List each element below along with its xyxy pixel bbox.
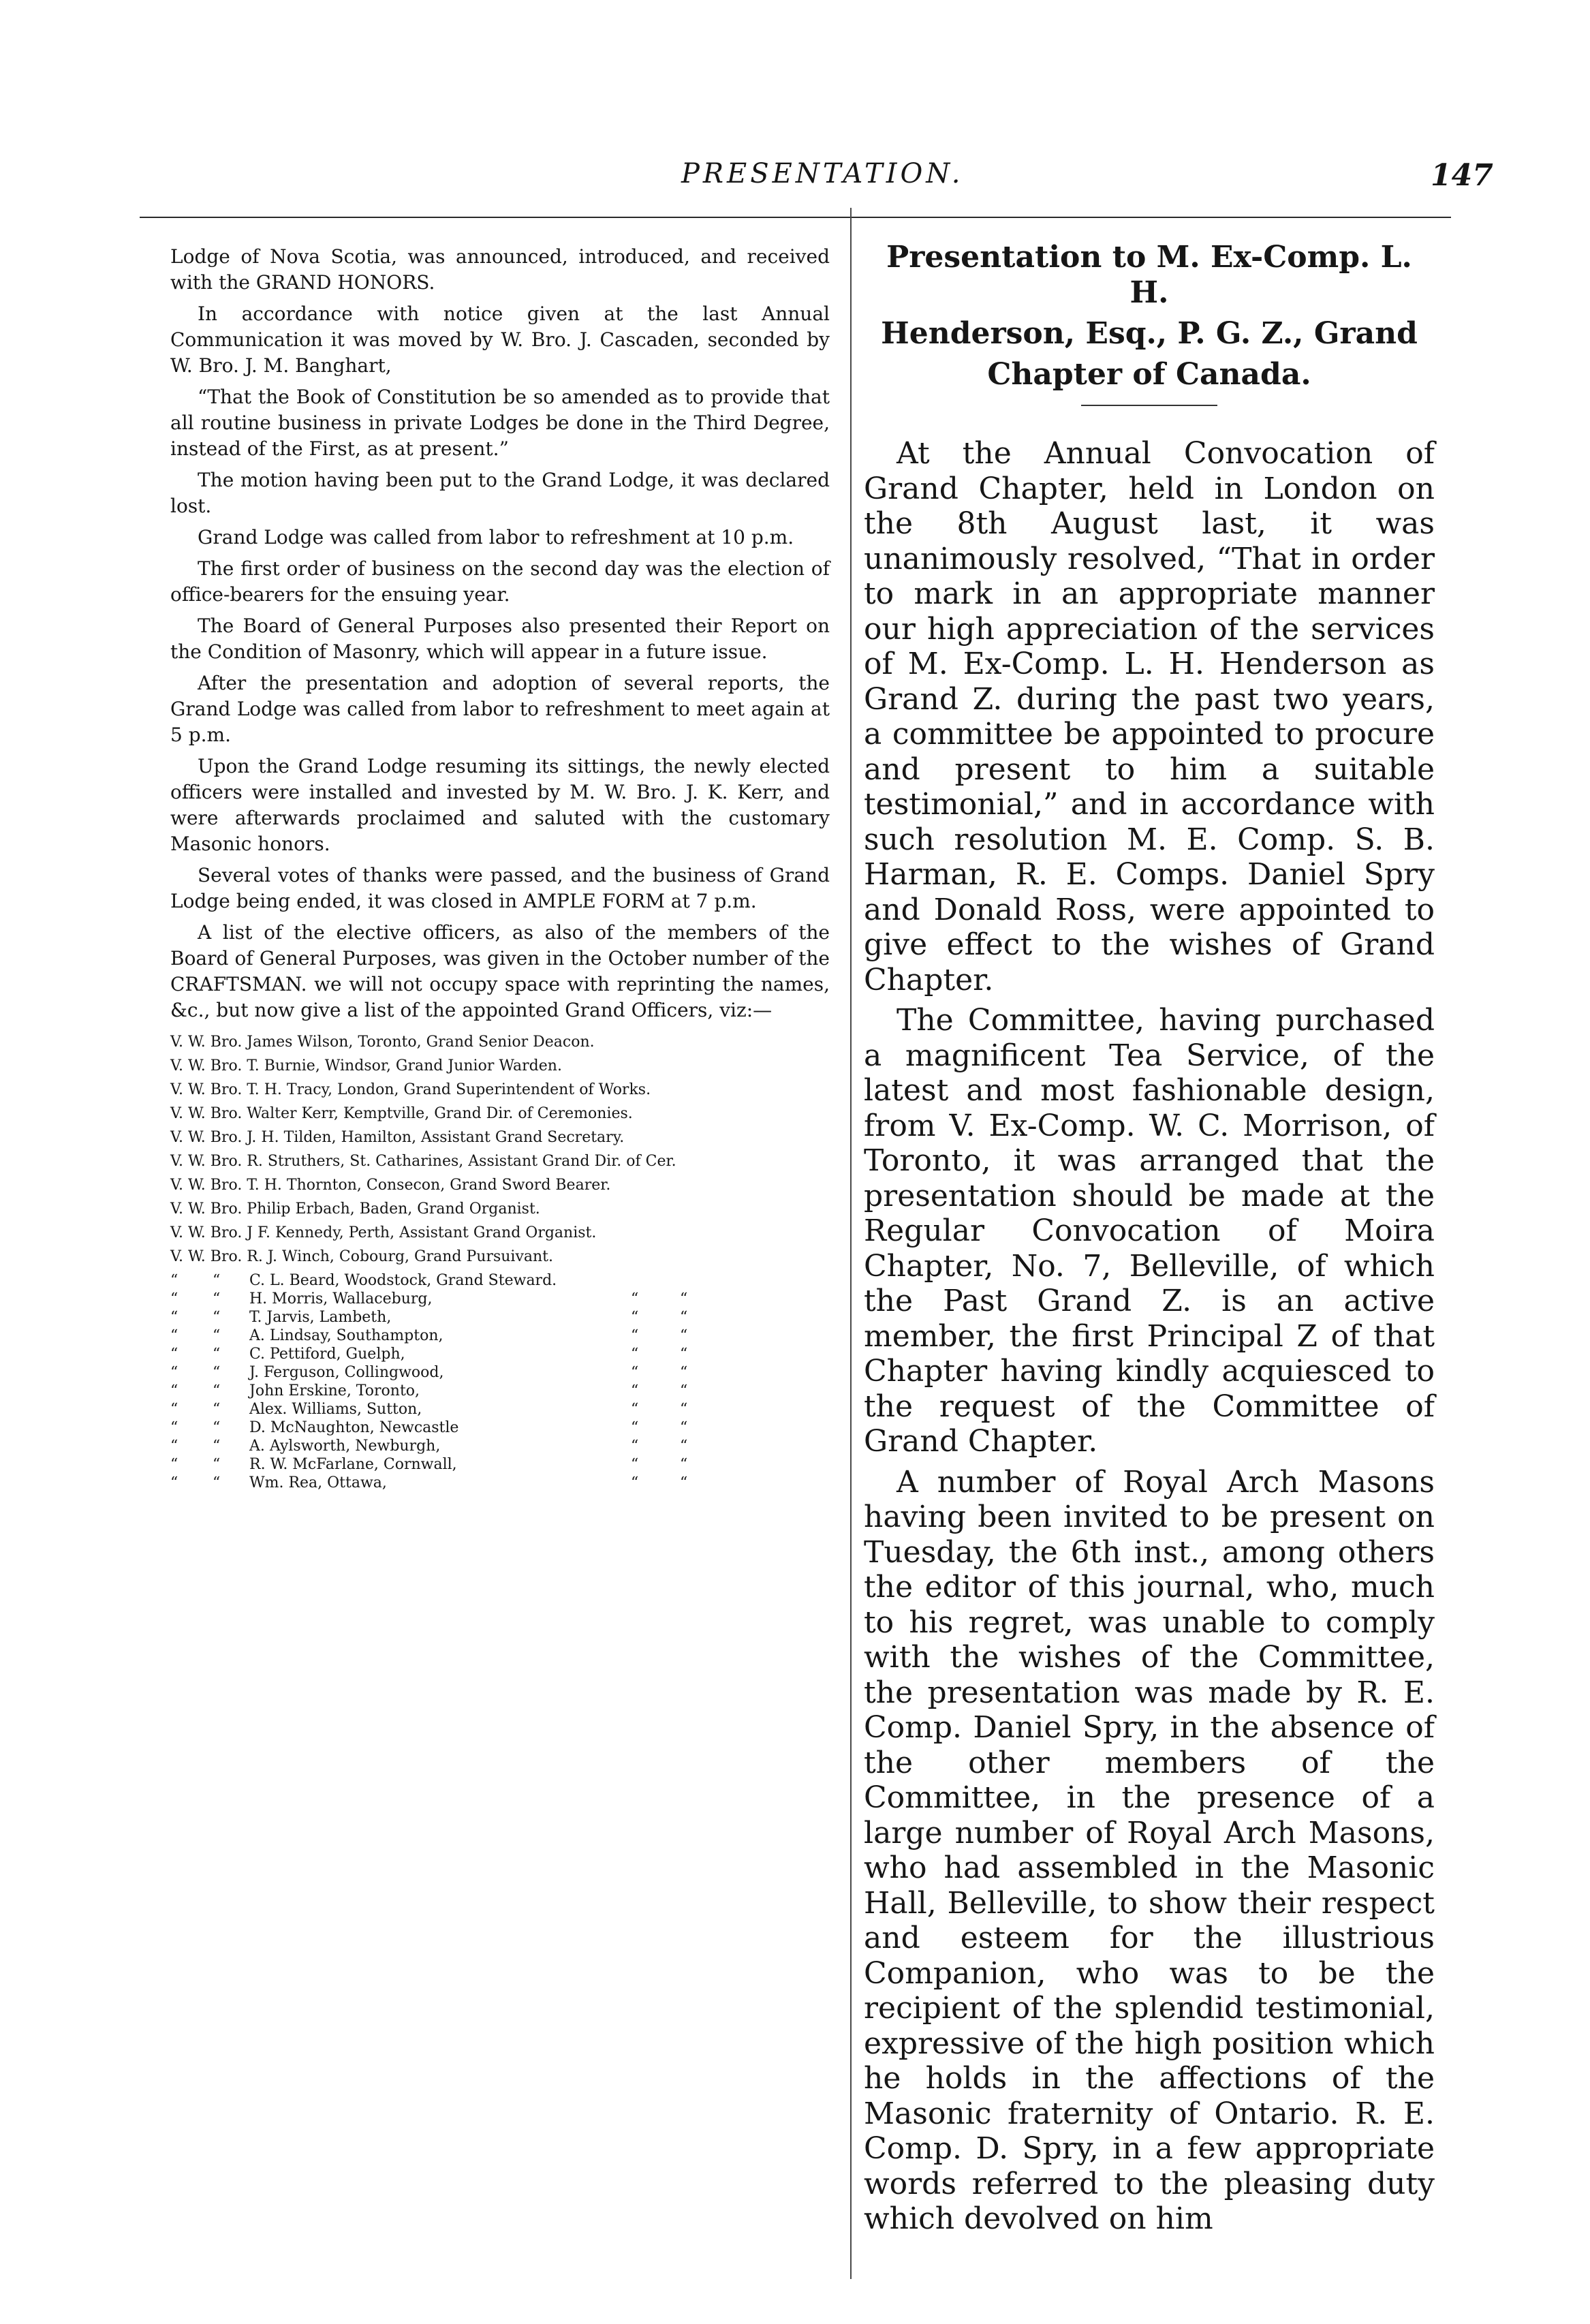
paragraph: The motion having been put to the Grand Lodge, it was declared lost. bbox=[170, 469, 830, 517]
ditto-mark: “ bbox=[680, 1401, 688, 1418]
steward-entry bbox=[170, 1345, 830, 1363]
ditto-mark: “ bbox=[680, 1290, 688, 1307]
steward-entry bbox=[170, 1400, 830, 1419]
ditto-mark: “ bbox=[170, 1401, 178, 1418]
steward-entry bbox=[170, 1327, 830, 1345]
ditto-mark: “ bbox=[631, 1474, 639, 1491]
paragraph: Lodge of Nova Scotia, was announced, introduced, and received with the GRAND HONORS. bbox=[170, 245, 830, 294]
ditto-mark: “ bbox=[680, 1309, 688, 1326]
steward-name: A. Lindsay, Southampton, bbox=[249, 1327, 443, 1344]
steward-name: T. Jarvis, Lambeth, bbox=[249, 1309, 392, 1326]
steward-name: H. Morris, Wallaceburg, bbox=[249, 1290, 433, 1307]
ditto-mark: “ bbox=[213, 1327, 221, 1344]
steward-name: R. W. McFarlane, Cornwall, bbox=[249, 1456, 457, 1473]
steward-entry bbox=[170, 1308, 830, 1327]
steward-name: C. Pettiford, Guelph, bbox=[249, 1346, 405, 1363]
ditto-mark: “ bbox=[631, 1401, 639, 1418]
officer-entry: V. W. Bro. J F. Kennedy, Perth, Assistant Grand Organist. bbox=[170, 1224, 597, 1241]
ditto-mark: “ bbox=[170, 1364, 178, 1381]
ditto-mark: “ bbox=[680, 1346, 688, 1363]
officer-entry: V. W. Bro. Philip Erbach, Baden, Grand Organist. bbox=[170, 1200, 540, 1218]
steward-entry bbox=[170, 1437, 830, 1455]
ditto-mark: “ bbox=[170, 1290, 178, 1307]
ditto-mark: “ bbox=[170, 1419, 178, 1436]
article-heading-line: Henderson, Esq., P. G. Z., Grand bbox=[881, 316, 1418, 351]
ditto-mark: “ bbox=[631, 1327, 639, 1344]
steward-entry bbox=[170, 1290, 830, 1308]
steward-name: Wm. Rea, Ottawa, bbox=[249, 1474, 387, 1491]
ditto-mark: “ bbox=[170, 1272, 178, 1289]
paragraph: The Committee, having purchased a magnificent Tea Service, of the latest and most fashionable design, from V. Ex-Comp. W. C. Morrison, of Toronto, it was arranged that the presentation should be made at the Regular Convocation of Moira Chapter, No. 7, Belleville, of which the Past Grand Z. is an active member, the first Principal Z of that Chapter having kindly acquiesced to the request of the Committee of Grand Chapter. bbox=[864, 1003, 1435, 1459]
running-head bbox=[0, 158, 1590, 206]
paragraph: The first order of business on the second day was the election of office-bearers for the ensuing year. bbox=[170, 557, 830, 606]
right-column bbox=[864, 240, 1435, 2242]
steward-entry bbox=[170, 1455, 830, 1474]
ditto-mark: “ bbox=[680, 1474, 688, 1491]
ditto-mark: “ bbox=[213, 1290, 221, 1307]
ditto-mark: “ bbox=[213, 1456, 221, 1473]
article-heading-line: Presentation to M. Ex-Comp. L. H. bbox=[886, 240, 1412, 310]
paragraph: A number of Royal Arch Masons having been invited to be present on Tuesday, the 6th inst., among others the editor of this journal, who, much to his regret, was unable to comply with the wishes of the Committee, the presentation was made by R. E. Comp. Daniel Spry, in the absence of the other members of the Committee, in the presence of a large number of Royal Arch Masons, who had assembled in the Masonic Hall, Belleville, to show their respect and esteem for the illustrious Companion, who was to be the recipient of the splendid testimonial, expressive of the high position which he holds in the affections of the Masonic fraternity of Ontario. R. E. Comp. D. Spry, in a few appropriate words referred to the pleasing duty which devolved on him bbox=[864, 1464, 1435, 2236]
steward-name: Alex. Williams, Sutton, bbox=[249, 1401, 422, 1418]
officer-entry: V. W. Bro. J. H. Tilden, Hamilton, Assistant Grand Secretary. bbox=[170, 1129, 625, 1146]
ditto-mark: “ bbox=[170, 1474, 178, 1491]
ditto-mark: “ bbox=[680, 1382, 688, 1399]
ditto-mark: “ bbox=[680, 1456, 688, 1473]
steward-list bbox=[170, 1271, 830, 1492]
ditto-mark bbox=[680, 1271, 707, 1290]
ditto-mark: “ bbox=[170, 1346, 178, 1363]
ditto-mark: “ bbox=[631, 1346, 639, 1363]
ditto-mark: “ bbox=[170, 1309, 178, 1326]
left-column bbox=[170, 244, 830, 1492]
heading-rule bbox=[1081, 405, 1217, 406]
paragraph: Several votes of thanks were passed, and the business of Grand Lodge being ended, it was closed in AMPLE FORM at 7 p.m. bbox=[170, 864, 830, 912]
steward-entry bbox=[170, 1474, 830, 1492]
ditto-mark: “ bbox=[213, 1401, 221, 1418]
page-number: 147 bbox=[1431, 158, 1493, 193]
ditto-mark: “ bbox=[170, 1382, 178, 1399]
officer-entry: V. W. Bro. T. Burnie, Windsor, Grand Junior Warden. bbox=[170, 1057, 562, 1074]
ditto-mark: “ bbox=[631, 1419, 639, 1436]
officer-entry: V. W. Bro. James Wilson, Toronto, Grand Senior Deacon. bbox=[170, 1034, 595, 1051]
paragraph: The Board of General Purposes also presented their Report on the Condition of Masonry, which will appear in a future issue. bbox=[170, 615, 830, 663]
ditto-mark bbox=[631, 1271, 680, 1290]
ditto-mark: “ bbox=[631, 1438, 639, 1455]
steward-entry bbox=[170, 1363, 830, 1382]
paragraph: Grand Lodge was called from labor to refreshment at 10 p.m. bbox=[198, 526, 794, 548]
ditto-mark: “ bbox=[631, 1364, 639, 1381]
ditto-mark: “ bbox=[631, 1382, 639, 1399]
steward-name: J. Ferguson, Collingwood, bbox=[249, 1364, 444, 1381]
officer-entry: V. W. Bro. T. H. Thornton, Consecon, Grand Sword Bearer. bbox=[170, 1177, 611, 1194]
paragraph: A list of the elective officers, as also of the members of the Board of General Purposes, was given in the October number of the CRAFTSMAN. we will not occupy space with reprinting the names, &c., but now give a list of the appointed Grand Officers, viz:— bbox=[170, 921, 830, 1021]
ditto-mark: “ bbox=[213, 1364, 221, 1381]
ditto-mark: “ bbox=[213, 1474, 221, 1491]
steward-entry bbox=[170, 1419, 830, 1437]
ditto-mark: “ bbox=[631, 1309, 639, 1326]
quoted-motion: “That the Book of Constitution be so amended as to provide that all routine business in private Lodges be done in the Third Degree, instead of the First, as at present.” bbox=[170, 386, 830, 460]
steward-name: C. L. Beard, Woodstock, Grand Steward. bbox=[249, 1272, 557, 1289]
ditto-mark: “ bbox=[213, 1438, 221, 1455]
steward-entry bbox=[170, 1271, 830, 1290]
steward-entry bbox=[170, 1382, 830, 1400]
ditto-mark: “ bbox=[213, 1272, 221, 1289]
officer-entry: V. W. Bro. R. J. Winch, Cobourg, Grand Pursuivant. bbox=[170, 1248, 554, 1265]
paragraph: Upon the Grand Lodge resuming its sittings, the newly elected officers were installed and invested by M. W. Bro. J. K. Kerr, and were afterwards proclaimed and saluted with the customary Masonic honors. bbox=[170, 755, 830, 855]
ditto-mark: “ bbox=[213, 1382, 221, 1399]
ditto-mark: “ bbox=[680, 1364, 688, 1381]
paragraph: At the Annual Convocation of Grand Chapter, held in London on the 8th August last, it was unanimously resolved, “That in order to mark in an appropriate manner our high appreciation of the services of M. Ex-Comp. L. H. Henderson as Grand Z. during the past two years, a committee be appointed to procure and present to him a suitable testimonial,” and in accordance with such resolution M. E. Comp. S. B. Harman, R. E. Comps. Daniel Spry and Donald Ross, were appointed to give effect to the wishes of Grand Chapter. bbox=[864, 436, 1435, 997]
article-heading-line: Chapter of Canada. bbox=[987, 357, 1311, 392]
ditto-mark: “ bbox=[213, 1346, 221, 1363]
steward-name: A. Aylsworth, Newburgh, bbox=[249, 1438, 441, 1455]
ditto-mark: “ bbox=[680, 1327, 688, 1344]
steward-name: John Erskine, Toronto, bbox=[249, 1382, 420, 1399]
ditto-mark: “ bbox=[631, 1456, 639, 1473]
ditto-mark: “ bbox=[170, 1456, 178, 1473]
ditto-mark: “ bbox=[170, 1438, 178, 1455]
running-title: PRESENTATION. bbox=[681, 158, 964, 189]
ditto-mark: “ bbox=[631, 1290, 639, 1307]
ditto-mark: “ bbox=[680, 1438, 688, 1455]
paragraph: After the presentation and adoption of several reports, the Grand Lodge was called from labor to refreshment to meet again at 5 p.m. bbox=[170, 672, 830, 746]
officer-entry: V. W. Bro. Walter Kerr, Kemptville, Grand Dir. of Ceremonies. bbox=[170, 1105, 633, 1122]
paragraph: In accordance with notice given at the last Annual Communication it was moved by W. Bro. J. Cascaden, seconded by W. Bro. J. M. Banghart, bbox=[170, 303, 830, 377]
ditto-mark: “ bbox=[213, 1419, 221, 1436]
column-divider bbox=[850, 208, 852, 2279]
header-rule bbox=[140, 217, 1451, 218]
officer-entry: V. W. Bro. R. Struthers, St. Catharines, Assistant Grand Dir. of Cer. bbox=[170, 1153, 676, 1170]
steward-name: D. McNaughton, Newcastle bbox=[249, 1419, 459, 1436]
ditto-mark: “ bbox=[213, 1309, 221, 1326]
officer-list bbox=[170, 1033, 830, 1492]
officer-entry: V. W. Bro. T. H. Tracy, London, Grand Superintendent of Works. bbox=[170, 1081, 651, 1098]
ditto-mark: “ bbox=[680, 1419, 688, 1436]
ditto-mark: “ bbox=[170, 1327, 178, 1344]
